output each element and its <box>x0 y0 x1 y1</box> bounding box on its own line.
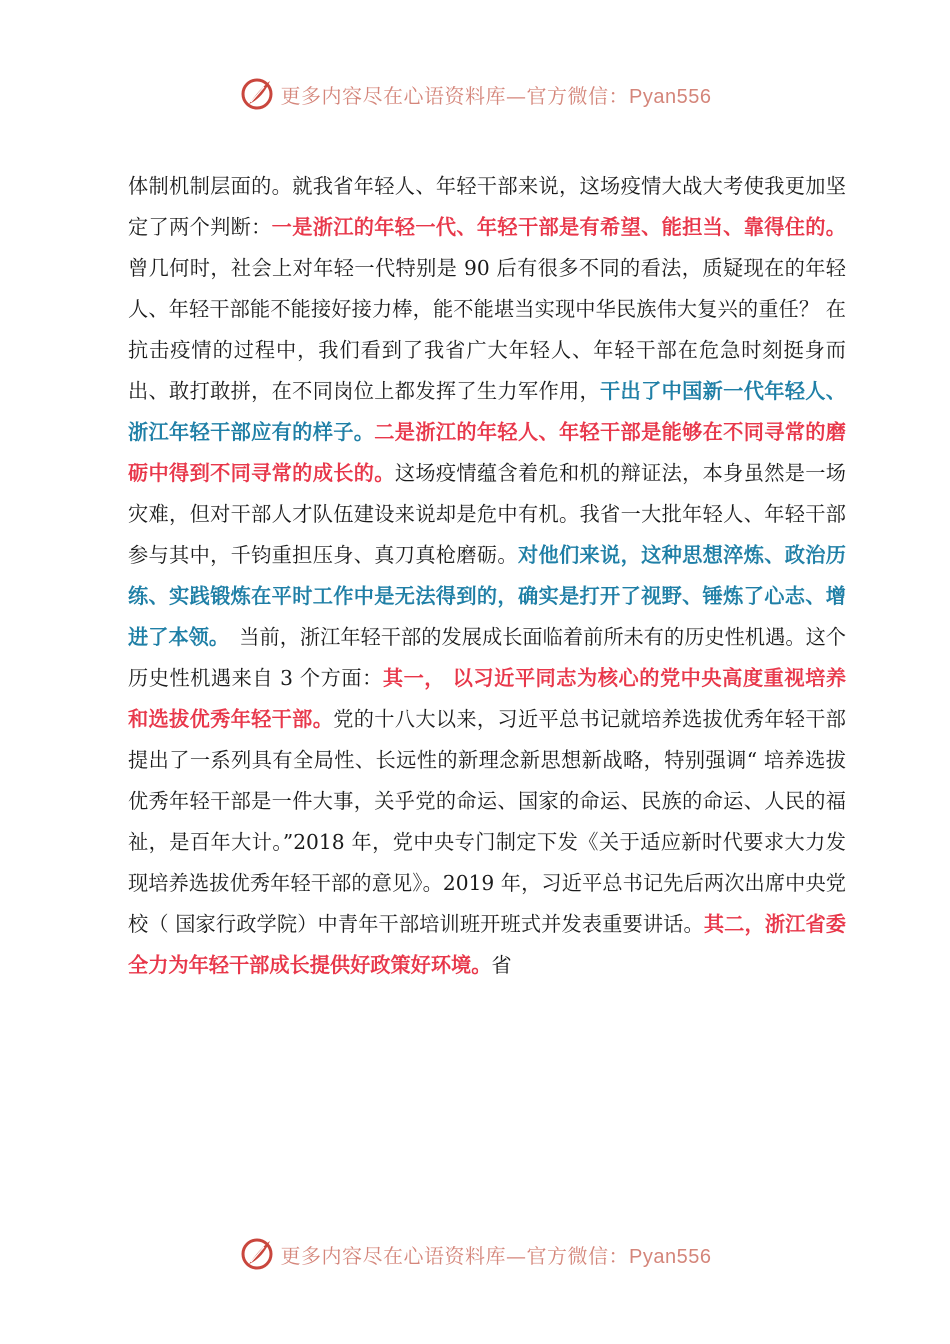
banner-label: 更多内容尽在心语资料库—官方微信： <box>280 1243 630 1268</box>
feather-pen-circle-icon <box>239 76 275 112</box>
banner-text <box>281 1240 712 1269</box>
highlight-blue: 对他们来说，这种思想淬炼、政治历练、实践锻炼在平时工作中是无法得到的，确实是打开了视野、锤炼了心志、增进了本领。 <box>128 543 846 649</box>
banner-text <box>281 80 712 109</box>
wechat-id: Pyan556 <box>629 1245 712 1268</box>
text-segment: 当前，浙江年轻干部的发展成长面临着前所未有的历史性机遇。这个历史性机遇来自 3 个方面： <box>128 625 846 690</box>
feather-pen-circle-icon <box>239 1236 275 1272</box>
highlight-red: 一是浙江的年轻一代、年轻干部是有希望、能担当、靠得住的。 <box>271 215 846 239</box>
text-segment: 体制机制层面的。就我省年轻人、年轻干部来说，这场疫情大战大考使我更加坚定了两个判断： <box>128 174 846 239</box>
highlight-blue: 干出了中国新一代年轻人、浙江年轻干部应有的样子。 <box>128 379 846 444</box>
footer-banner <box>0 1234 950 1274</box>
text-segment: 党的十八大以来，习近平总书记就培养选拔优秀年轻干部提出了一系列具有全局性、长远性的新理念新思想新战略，特别强调“ 培养选拔优秀年轻干部是一件大事，关乎党的命运、国家的命运、民族的命运、人民的福祉，是百年大计。”2018 年，党中央专门制定下发《关于适应新时代要求大力发现培养选拔优秀年轻干部的意见》。2019 年，习近平总书记先后两次出席中央党校（ 国家行政学院）中青年干部培训班开班式并发表重要讲话。 <box>128 707 846 936</box>
document-body <box>128 166 846 986</box>
text-segment: 这场疫情蕴含着危和机的辩证法，本身虽然是一场灾难，但对干部人才队伍建设来说却是危中有机。我省一大批年轻人、年轻干部参与其中，千钧重担压身、真刀真枪磨砺。 <box>128 461 846 567</box>
highlight-red: 其一， 以习近平同志为核心的党中央高度重视培养和选拔优秀年轻干部。 <box>128 666 847 731</box>
highlight-red: 其二，浙江省委全力为年轻干部成长提供好政策好环境。 <box>128 912 846 977</box>
text-segment: 省 <box>491 953 512 977</box>
highlight-red: 二是浙江的年轻人、年轻干部是能够在不同寻常的磨砺中得到不同寻常的成长的。 <box>128 420 846 485</box>
header-banner <box>0 74 950 114</box>
text-segment: 曾几何时，社会上对年轻一代特别是 90 后有很多不同的看法，质疑现在的年轻人、年轻干部能不能接好接力棒，能不能堪当实现中华民族伟大复兴的重任？ 在抗击疫情的过程中，我们看到了我省广大年轻人、年轻干部在危急时刻挺身而出、敢打敢拼，在不同岗位上都发挥了生力军作用， <box>128 256 846 403</box>
body-paragraph <box>128 166 846 986</box>
banner-label: 更多内容尽在心语资料库—官方微信： <box>280 83 630 108</box>
wechat-id: Pyan556 <box>629 85 712 108</box>
